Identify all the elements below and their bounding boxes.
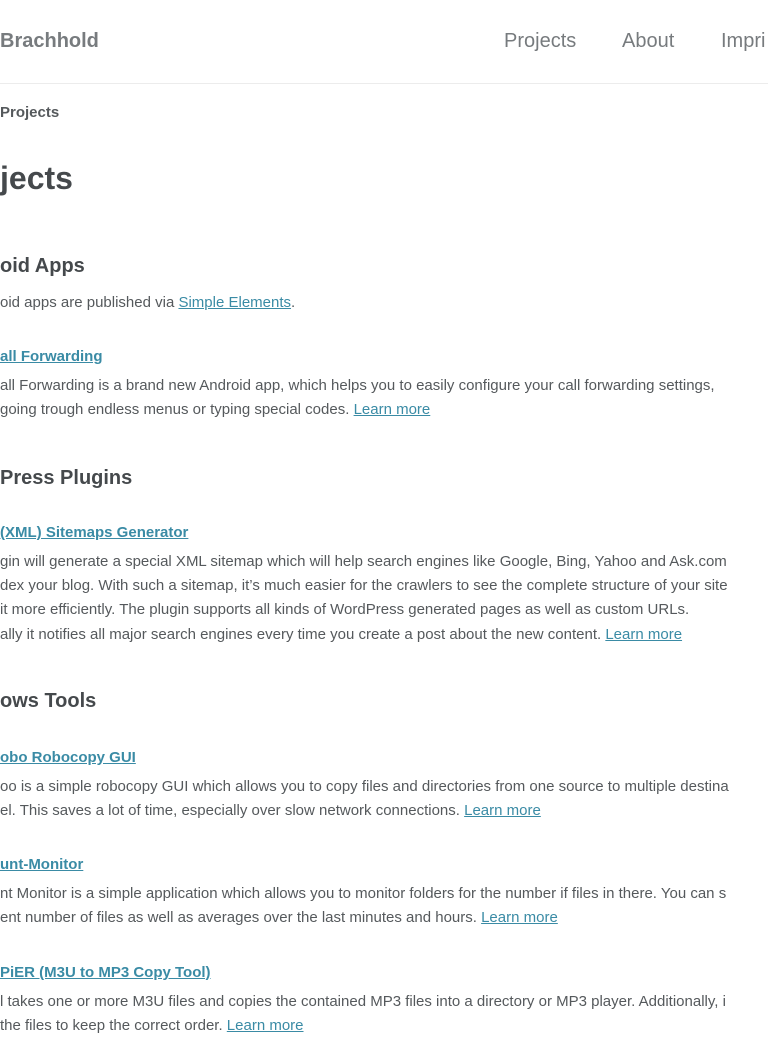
sitemaps-description-line4 (0, 623, 682, 647)
page-title: jects (0, 160, 73, 196)
call-forwarding-learn-more-link[interactable]: Learn more (353, 401, 431, 418)
breadcrumb: Projects (0, 104, 60, 121)
copier-description-text: the files to keep the correct order. (0, 1017, 227, 1034)
main-content (0, 84, 768, 1034)
call-forwarding-description-text: going trough endless menus or typing special codes. (0, 401, 354, 418)
count-monitor-learn-more-link[interactable]: Learn more (481, 909, 558, 926)
robocopy-description-line1: oo is a simple robocopy GUI which allows you to copy files and directories from one source to multiple destina (0, 778, 729, 795)
sitemaps-description-line1: gin will generate a special XML sitemap which will help search engines like Google, Bing, Yahoo and Ask.com (0, 553, 727, 570)
robocopy-description-text: el. This saves a lot of time, especially over slow network connections. (0, 802, 465, 819)
count-monitor-description-text: ent number of files as well as averages over the last minutes and hours. (0, 909, 482, 926)
copier-description-line2 (0, 1014, 304, 1038)
count-monitor-description-line1: nt Monitor is a simple application which allows you to monitor folders for the number if files in there. You can s (0, 885, 727, 902)
site-header (0, 0, 768, 84)
site-brand[interactable]: Brachhold (0, 30, 99, 52)
section-title-wordpress: Press Plugins (0, 467, 133, 489)
section-title-windows: ows Tools (0, 690, 97, 712)
project-title-sitemaps-generator[interactable]: (XML) Sitemaps Generator (0, 524, 189, 541)
android-intro-text: oid apps are published via (0, 294, 179, 311)
section-title-android: oid Apps (0, 255, 85, 277)
sitemaps-description-line2: dex your blog. With such a sitemap, it’s much easier for the crawlers to see the complete structure of your site (0, 577, 728, 594)
robocopy-description-line2 (0, 799, 541, 823)
call-forwarding-description-line1: all Forwarding is a brand new Android app, which helps you to easily configure your call forwarding settings, (0, 377, 715, 394)
nav-imprint-link[interactable]: Impri (721, 30, 766, 52)
sitemaps-description-line3: it more efficiently. The plugin supports all kinds of WordPress generated pages as well as custom URLs. (0, 601, 690, 618)
android-intro (0, 291, 295, 315)
project-title-copier[interactable]: PiER (M3U to MP3 Copy Tool) (0, 964, 211, 981)
sitemaps-learn-more-link[interactable]: Learn more (605, 626, 683, 643)
project-title-call-forwarding[interactable]: all Forwarding (0, 348, 103, 365)
project-title-robocopy-gui[interactable]: obo Robocopy GUI (0, 749, 136, 766)
nav-projects-link[interactable]: Projects (504, 30, 577, 52)
copier-learn-more-link[interactable]: Learn more (226, 1017, 304, 1034)
project-title-count-monitor[interactable]: unt-Monitor (0, 856, 84, 873)
sitemaps-description-text: ally it notifies all major search engines every time you create a post about the new content. (0, 626, 606, 643)
android-intro-suffix: . (291, 294, 296, 311)
simple-elements-link[interactable]: Simple Elements (178, 294, 292, 311)
copier-description-line1: l takes one or more M3U files and copies the contained MP3 files into a directory or MP3 player. Additionally, i (0, 993, 726, 1010)
call-forwarding-description-line2 (0, 398, 430, 422)
robocopy-learn-more-link[interactable]: Learn more (464, 802, 541, 819)
count-monitor-description-line2 (0, 906, 558, 930)
nav-about-link[interactable]: About (622, 30, 675, 52)
